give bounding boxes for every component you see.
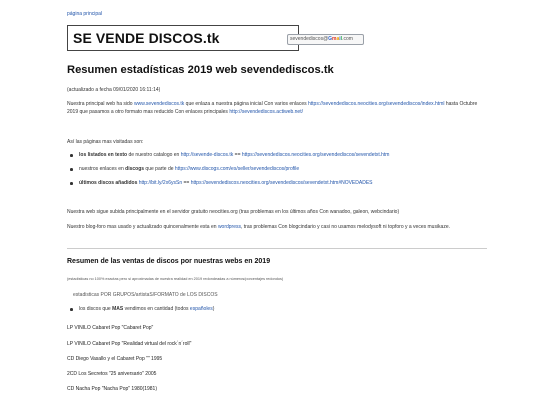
spanish-link[interactable]: españoles: [189, 306, 213, 312]
gmail-letter: m: [332, 36, 337, 42]
item-text: vendimos en cantidad (todos: [123, 306, 190, 312]
record-item: 2CD Los Secretos "25 aniversario" 2005: [67, 371, 157, 377]
item-bold: MAS: [112, 306, 124, 312]
list-item: [67, 151, 487, 159]
home-link[interactable]: página principal: [67, 11, 103, 17]
updated-date: (actualizado a fecha 09/01/2020 16:11:14): [67, 87, 161, 93]
item-bold: los listados en texto: [79, 152, 128, 158]
item-text: los discos que: [79, 306, 113, 312]
visited-list: [67, 151, 487, 193]
short-link[interactable]: http://bit.ly/2x6ysSn: [138, 180, 183, 186]
catalog-link[interactable]: http://sevende-discos.tk: [180, 152, 234, 158]
gmail-letter: G: [328, 36, 333, 42]
sales-heading: Resumen de las ventas de discos por nuestras webs en 2019: [67, 258, 271, 265]
email-at: @: [323, 36, 329, 42]
intro-text: hasta Octubre 2019 que pasamos a otro formato mas reducido Con enlaces principales: [67, 101, 478, 116]
record-item: CD Diego Vasallo y el Cabaret Pop "" 1995: [67, 356, 163, 362]
email-badge: [287, 34, 364, 45]
sold-list: [67, 305, 487, 319]
record-item: CD Nacha Pop "Nacha Pop" 1980(1981): [67, 386, 157, 392]
hosting-note: Nuestra web sigue subida principalmente en el servidor gratuito neocities.org (tras problemas en los últimos años Con wanadoo, galeon, webcindario): [67, 209, 400, 215]
blog-text: , tras problemas Con blogcindario y casi no usamos melodysoft ni topforo y a veces musikaze.: [241, 224, 451, 230]
record-item: LP VINILO Cabaret Pop "Cabaret Pop": [67, 325, 154, 331]
site-banner: [67, 25, 353, 51]
blog-text: Nuestro blog-foro mas usado y actualizado quincenalmente esta en: [67, 224, 218, 230]
email-user: sevendediscos: [290, 36, 324, 42]
record-item: LP VINILO Cabaret Pop "Realidad virtual del rock´n´roll": [67, 341, 192, 347]
gmail-letter: a: [336, 36, 340, 42]
list-item: [67, 305, 487, 313]
catalog-txt-link[interactable]: https://sevendediscos.neocities.org/sevendediscos/sevendetxt.htm: [241, 152, 390, 158]
item-text: ==: [182, 180, 191, 186]
page-title: Resumen estadísticas 2019 web sevendediscos.tk: [67, 64, 334, 76]
actiweb-link[interactable]: http://sevendediscos.actiweb.net/: [229, 109, 303, 116]
discogs-link[interactable]: https://www.discogs.com/es/seller/sevendediscos/profile: [174, 166, 300, 172]
intro-text: que enlaza a nuestra página inicial Con varios enlaces: [184, 101, 308, 107]
intro-text: Nuestra principal web ha sido: [67, 101, 134, 107]
index-link[interactable]: https://sevendediscos.neocities.org/sevendediscos/index.html: [308, 101, 445, 107]
visited-label: Así las páginas mas visitadas son:: [67, 139, 144, 145]
item-text: nuestros enlaces en: [79, 166, 126, 172]
banner-title: SE VENDE DISCOS.tk: [73, 30, 220, 46]
item-text: de nuestro catalogo en: [127, 152, 181, 158]
list-item: [67, 179, 487, 187]
gmail-letter: l: [340, 36, 343, 42]
blog-note: [67, 223, 487, 231]
item-text: ): [212, 306, 215, 312]
section-divider: [67, 248, 487, 249]
stats-caption: estadisticas POR GRUPOS/artistaS/FORMATO de LOS DISCOS: [73, 292, 218, 298]
item-text: ==: [233, 152, 242, 158]
list-item: [67, 165, 487, 173]
wordpress-link[interactable]: wordpress: [217, 224, 242, 230]
item-text: que parte de: [144, 166, 175, 172]
item-bold: discogs: [125, 166, 145, 172]
main-site-link[interactable]: www.sevendediscos.tk: [133, 101, 185, 107]
gmail-letter: i: [339, 36, 341, 42]
novedades-link[interactable]: https://sevendediscos.neocities.org/sevendediscos/sevendetxt.htm#NOVEDADES: [190, 180, 373, 186]
sales-note: (estadísticas no 100% exactas pero si aproximadas de nuestra realidad en 2019 redondeadas a números/porcentajes redondos): [67, 277, 284, 281]
intro-paragraph: [67, 100, 487, 116]
item-bold: últimos discos añadidos: [79, 180, 138, 186]
email-domain: .com: [342, 36, 353, 42]
